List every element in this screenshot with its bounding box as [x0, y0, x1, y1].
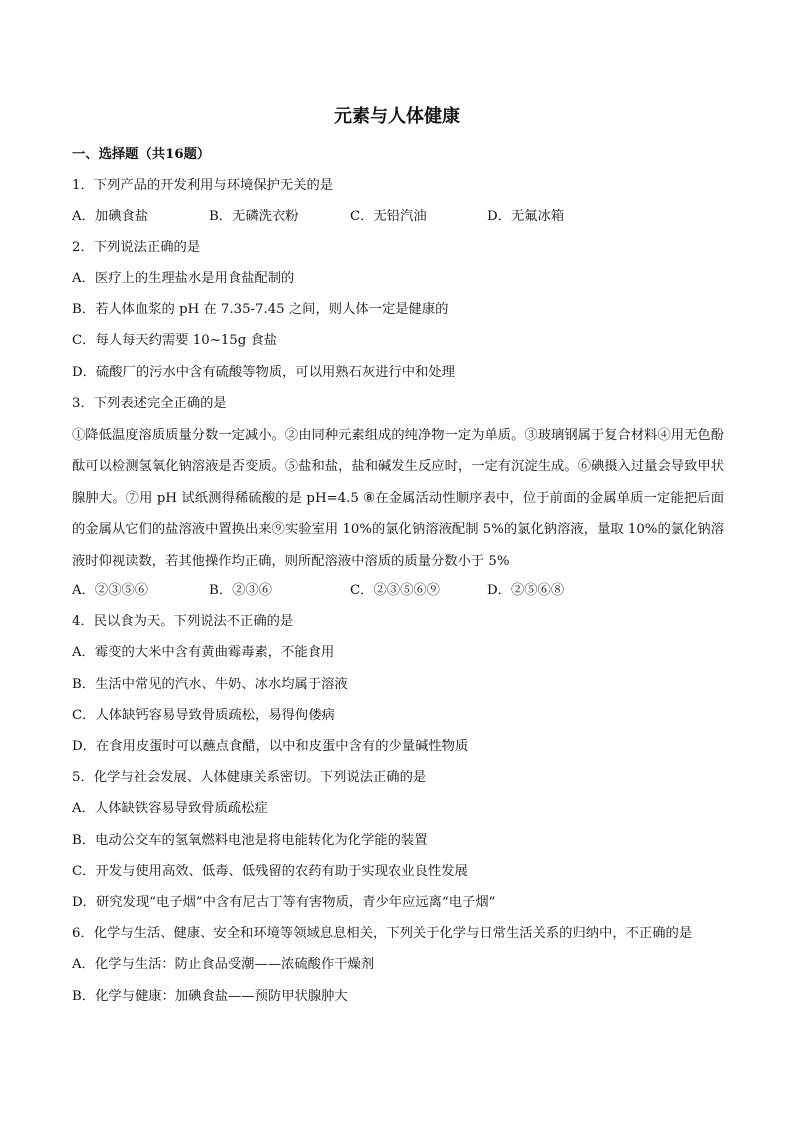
q4-stem: 4．民以食为天。下列说法不正确的是: [72, 614, 294, 629]
q6-stem: 6．化学与生活、健康、安全和环境等领域息息相关，下列关于化学与日常生活关系的归纳中，不正确的是: [72, 926, 693, 941]
q5-option-d: D．研究发现“电子烟”中含有尼古丁等有害物质，青少年应远离“电子烟”: [72, 895, 496, 910]
q2-option-b: B．若人体血浆的 pH 在 7.35-7.45 之间，则人体一定是健康的: [72, 302, 449, 317]
q3-statements: ①降低温度溶质质量分数一定减小。②由同种元素组成的纯净物一定为单质。③玻璃钢属于复合材料④用无色酚酞可以检测氢氧化钠溶液是否变质。⑤盐和盐，盐和碱发生反应时，一定有沉淀生成。⑥碘摄入过量会导致甲状腺肿大。⑦用 pH 试纸测得稀硫酸的是 pH=4.5 ⑧在金属活动性顺序表中，位于前面的金属单质一定能把后面的金属从它们的盐溶液中置换出来⑨实验室用 10%的氯化钠溶液配制 5%的氯化钠溶液，量取 10%的氯化钠溶液时仰视读数，若其他操作均正确，则所配溶液中溶质的质量分数小于 5%: [72, 428, 724, 569]
q3-option-c: C．②③⑤⑥⑨: [350, 583, 440, 598]
q2-stem: 2．下列说法正确的是: [72, 240, 201, 255]
q4-option-d: D．在食用皮蛋时可以蘸点食醋，以中和皮蛋中含有的少量碱性物质: [72, 739, 469, 754]
q2-option-c: C．每人每天约需要 10~15g 食盐: [72, 333, 278, 348]
q1-option-d: D．无氟冰箱: [487, 209, 565, 224]
q1-stem: 1．下列产品的开发利用与环境保护无关的是: [72, 178, 334, 193]
q4-option-a: A．霉变的大米中含有黄曲霉毒素，不能食用: [72, 645, 335, 660]
q1-option-b: B．无磷洗衣粉: [209, 209, 299, 224]
q5-option-b: B．电动公交车的氢氧燃料电池是将电能转化为化学能的装置: [72, 833, 428, 848]
page-title: 元素与人体健康: [334, 106, 460, 127]
q5-option-c: C．开发与使用高效、低毒、低残留的农药有助于实现农业良性发展: [72, 864, 468, 879]
q4-option-c: C．人体缺钙容易导致骨质疏松，易得佝偻病: [72, 708, 335, 723]
q3-stem: 3．下列表述完全正确的是: [72, 396, 227, 411]
q5-option-a: A．人体缺铁容易导致骨质疏松症: [72, 801, 268, 816]
q3-options: [72, 582, 564, 600]
q3-option-a: A．②③⑤⑥: [72, 583, 149, 598]
q2-option-a: A．医疗上的生理盐水是用食盐配制的: [72, 271, 295, 286]
q5-stem: 5．化学与社会发展、人体健康关系密切。下列说法正确的是: [72, 770, 427, 785]
q1-option-a: A．加碘食盐: [72, 209, 149, 224]
q6-option-b: B．化学与健康：加碘食盐——预防甲状腺肿大: [72, 989, 348, 1004]
q1-option-c: C．无铅汽油: [350, 209, 427, 224]
q1-options: [72, 208, 564, 226]
q3-option-d: D．②⑤⑥⑧: [487, 583, 565, 598]
q2-option-d: D．硫酸厂的污水中含有硫酸等物质，可以用熟石灰进行中和处理: [72, 365, 455, 380]
section-heading: 一、选择题（共16题）: [72, 147, 211, 162]
q3-option-b: B．②③⑥: [209, 583, 272, 598]
q6-option-a: A．化学与生活：防止食品受潮——浓硫酸作干燥剂: [72, 957, 375, 972]
q4-option-b: B．生活中常见的汽水、牛奶、冰水均属于溶液: [72, 677, 348, 692]
